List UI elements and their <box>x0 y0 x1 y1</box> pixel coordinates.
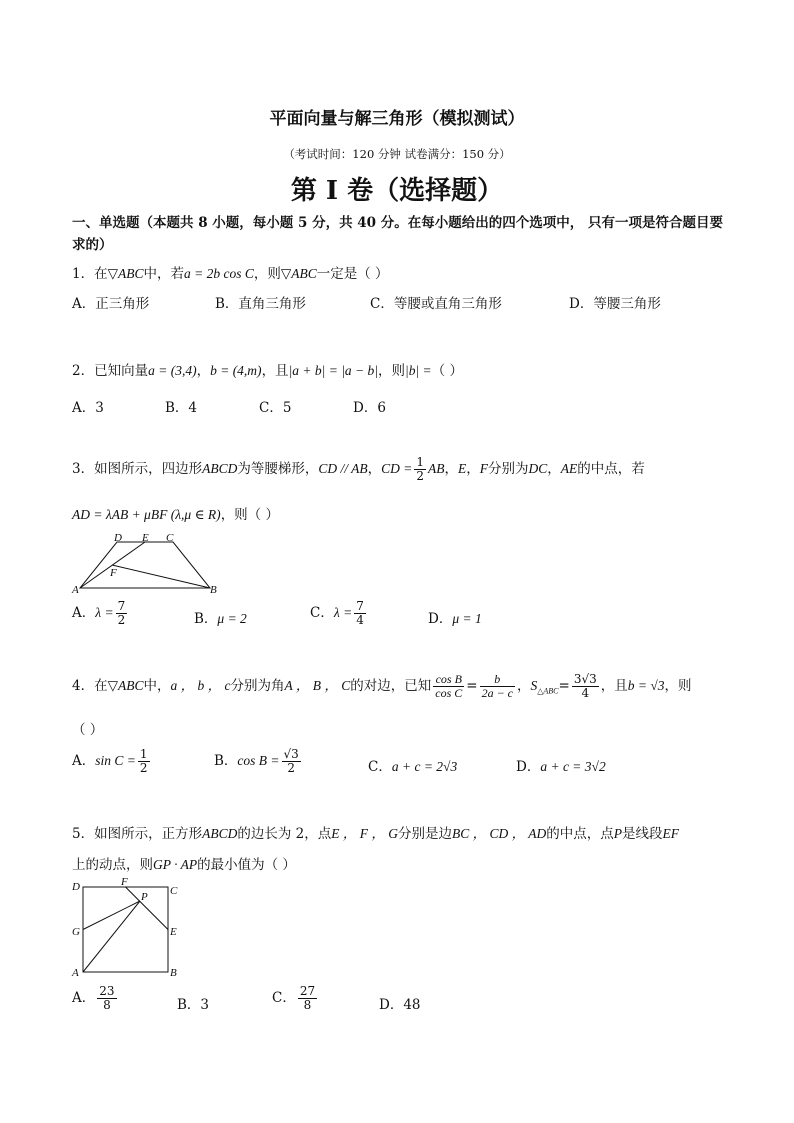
denominator: cos C <box>435 686 463 700</box>
option-label: B． <box>194 611 218 627</box>
q4-area-subscript: △ABC <box>537 686 559 696</box>
q3-option-b[interactable] <box>194 607 247 627</box>
q3-text: 分别为 <box>488 461 529 477</box>
option-label: D． <box>379 997 404 1013</box>
option-label: D． <box>516 759 541 775</box>
q1-option-a[interactable] <box>72 292 149 312</box>
q1-text: 中，若 <box>143 266 184 282</box>
q4-angles: A ， B ， C <box>284 678 351 693</box>
page-title: 平面向量与解三角形（模拟测试） <box>269 109 525 129</box>
option-label: D． <box>353 400 378 416</box>
numerator: 7 <box>356 599 364 613</box>
q3-text: ， <box>367 461 382 477</box>
q4-text: 分别为角 <box>230 678 285 694</box>
option-text: 正三角形 <box>95 296 150 312</box>
q5-option-d[interactable] <box>379 993 421 1013</box>
option-label: C． <box>370 296 394 312</box>
numerator: cos B <box>433 673 464 687</box>
question-1-stem <box>72 262 389 282</box>
q2-ask: |b| = <box>405 363 432 378</box>
q4-text: 的对边，已知 <box>350 678 432 694</box>
option-fraction <box>282 748 301 775</box>
q2-condition: |a + b| = |a − b| <box>288 363 378 378</box>
q4-option-a[interactable] <box>72 748 152 775</box>
option-label: B． <box>177 997 201 1013</box>
option-label: B． <box>215 296 239 312</box>
q3-text: ， <box>444 461 458 477</box>
numerator: b <box>480 673 515 687</box>
q4-fraction-b <box>480 673 515 700</box>
label-a: A <box>72 584 79 594</box>
q5-square: ABCD <box>202 826 238 841</box>
numerator: 23 <box>99 984 115 998</box>
q2-option-a[interactable] <box>72 396 104 416</box>
option-fraction <box>97 985 116 1012</box>
label-d: D <box>114 532 122 544</box>
q5-text: 5．如图所示，正方形 <box>72 826 203 842</box>
question-3-stem-line2 <box>72 503 279 523</box>
option-expr: μ = 2 <box>217 611 247 626</box>
q1-option-d[interactable] <box>569 292 661 312</box>
label-c: C <box>166 532 174 544</box>
q5-option-a[interactable] <box>72 985 119 1012</box>
q2-vector-a: a = (3,4) <box>148 363 197 378</box>
option-label: B． <box>165 400 189 416</box>
trapezoid-outline <box>80 542 210 588</box>
numerator: 7 <box>117 599 126 613</box>
option-text: 等腰三角形 <box>593 296 661 312</box>
question-5-stem-line1 <box>72 822 679 842</box>
q4-text: 4．在 <box>72 678 108 694</box>
option-fraction <box>116 600 128 627</box>
option-fraction <box>354 600 366 627</box>
q5-text: 的中点，点 <box>546 826 614 842</box>
q3-cd-rhs: AB <box>428 461 445 476</box>
q3-point-f: F <box>479 461 488 476</box>
q2-option-b[interactable] <box>165 396 197 416</box>
option-label: B． <box>214 753 238 769</box>
question-2-stem <box>72 359 463 379</box>
q1-option-c[interactable] <box>370 292 502 312</box>
numerator: √3 <box>283 747 299 761</box>
segment-bf <box>112 565 210 588</box>
q1-triangle: ▽ABC <box>107 266 144 281</box>
q5-points: E ， F ， G <box>331 826 398 841</box>
option-label: A． <box>72 296 96 312</box>
option-expr: λ = <box>333 605 353 620</box>
label-e: E <box>142 532 149 544</box>
denominator: 2 <box>139 761 148 775</box>
q3-option-c[interactable] <box>310 600 368 627</box>
q4-option-d[interactable] <box>516 755 606 775</box>
q3-text: ， <box>466 461 480 477</box>
denominator: 8 <box>303 998 312 1012</box>
q3-quad: ABCD <box>202 461 238 476</box>
q3-point-e: E <box>458 461 467 476</box>
option-label: C． <box>368 759 392 775</box>
q2-text: ， <box>196 363 211 379</box>
q3-text: 为等腰梯形， <box>237 461 319 477</box>
label-b: B <box>170 967 177 979</box>
q4-fraction-area <box>572 673 599 700</box>
q4-text: ，且 <box>600 678 628 694</box>
q5-option-c[interactable] <box>272 985 319 1012</box>
equals-sign: = <box>558 678 570 694</box>
q3-option-d[interactable] <box>428 607 482 627</box>
q5-sides: BC ， CD ， AD <box>451 826 547 841</box>
label-g: G <box>72 926 80 938</box>
q3-text: 3．如图所示，四边形 <box>72 461 203 477</box>
option-label: D． <box>569 296 594 312</box>
q4-sides: a ， b ， c <box>170 678 231 693</box>
q3-fraction-half <box>414 456 426 483</box>
label-d: D <box>72 881 80 893</box>
q1-triangle: ▽ABC <box>280 266 317 281</box>
option-text: 48 <box>403 997 421 1013</box>
denominator: 8 <box>103 998 111 1012</box>
numerator: 3√3 <box>573 672 597 686</box>
option-label: A． <box>72 990 96 1006</box>
option-label: C． <box>259 400 283 416</box>
numerator: 27 <box>299 984 316 998</box>
q5-text: 是线段 <box>622 826 663 842</box>
q4-triangle: ▽ABC <box>107 678 144 693</box>
option-expr: a + c = 3√2 <box>540 759 606 774</box>
segment-ap <box>83 901 140 972</box>
option-text: 5 <box>282 400 292 416</box>
q5-dot-product: GP · AP <box>153 857 198 872</box>
q4-option-b[interactable] <box>214 748 303 775</box>
option-label: D． <box>428 611 453 627</box>
section-instructions: 一、单选题（本题共 8 小题，每小题 5 分，共 40 分。在每小题给出的四个选项中， 只有一项是符合题目要求的） <box>72 215 723 253</box>
denominator: 2 <box>117 613 126 627</box>
q2-text: （ ） <box>431 363 463 379</box>
q3-seg-ae: AE <box>560 461 578 476</box>
q5-text: 的最小值为（ ） <box>197 857 296 873</box>
label-b: B <box>210 584 217 594</box>
option-label: A． <box>72 400 96 416</box>
option-text: 3 <box>95 400 104 416</box>
q3-option-a[interactable] <box>72 600 129 627</box>
q5-text: 分别是边 <box>397 826 452 842</box>
q3-text: ，则（ ） <box>220 507 279 523</box>
q1-text: 1．在 <box>72 266 108 282</box>
option-label: A． <box>72 605 96 621</box>
question-3-stem-line1 <box>72 456 645 483</box>
denominator: 2 <box>416 469 424 483</box>
q2-option-c[interactable] <box>259 396 291 416</box>
q1-option-b[interactable] <box>215 292 306 312</box>
q5-point-p: P <box>613 826 622 841</box>
label-f: F <box>110 567 117 579</box>
denominator: 4 <box>356 613 364 627</box>
option-text: 3 <box>200 997 210 1013</box>
q5-square-figure <box>68 876 188 982</box>
q3-vector-equation: AD = λAB + μBF (λ,μ ∈ R) <box>72 507 221 522</box>
volume-heading: 第 I 卷（选择题） <box>290 176 504 206</box>
option-expr: a + c = 2√3 <box>391 759 458 774</box>
q4-fraction-cos <box>433 673 464 700</box>
option-expr: cos B = <box>237 753 280 768</box>
q3-seg-dc: DC <box>528 461 548 476</box>
option-label: C． <box>272 990 296 1006</box>
q2-vector-b: b = (4,m) <box>210 363 262 378</box>
option-expr: μ = 1 <box>452 611 482 626</box>
q1-text: 一定是（ ） <box>316 266 389 282</box>
equals-sign: = <box>466 678 478 694</box>
label-c: C <box>170 885 178 897</box>
question-5-stem-line2 <box>72 853 296 873</box>
denominator: 2a − c <box>481 686 513 700</box>
q4-text: 中， <box>143 678 171 694</box>
q2-option-d[interactable] <box>353 396 386 416</box>
q4-option-c[interactable] <box>368 755 457 775</box>
option-text: 4 <box>188 400 198 416</box>
option-expr: sin C = <box>95 753 136 768</box>
option-text: 直角三角形 <box>238 296 306 312</box>
option-expr: λ = <box>95 605 114 620</box>
q3-text: ， <box>547 461 561 477</box>
option-label: C． <box>310 605 334 621</box>
q4-text: ，则 <box>664 678 692 694</box>
q4-area-symbol: S <box>530 678 538 693</box>
q5-option-b[interactable] <box>177 993 209 1013</box>
exam-info: （考试时间：120 分钟 试卷满分：150 分） <box>283 147 511 161</box>
option-fraction <box>298 985 317 1012</box>
q3-cd-lhs: CD = <box>381 461 413 476</box>
q5-text: 的边长为 2，点 <box>237 826 332 842</box>
numerator: 1 <box>139 747 148 761</box>
q1-text: ，则 <box>253 266 281 282</box>
option-label: A． <box>72 753 96 769</box>
label-f: F <box>121 876 128 888</box>
q4-b-value: b = √3 <box>627 678 665 693</box>
square-outline <box>83 887 168 972</box>
denominator: 2 <box>287 761 295 775</box>
denominator: 4 <box>581 686 590 700</box>
q3-trapezoid-figure <box>70 532 220 594</box>
label-a: A <box>72 967 79 979</box>
q5-segment-ef: EF <box>662 826 679 841</box>
q2-text: ，则 <box>378 363 405 379</box>
q2-text: 2．已知向量 <box>72 363 149 379</box>
question-4-stem <box>72 673 692 700</box>
q3-text: 的中点，若 <box>577 461 645 477</box>
q2-text: ，且 <box>261 363 289 379</box>
option-text: 等腰或直角三角形 <box>393 296 502 312</box>
option-text: 6 <box>377 400 386 416</box>
label-e: E <box>170 926 177 938</box>
q3-parallel: CD // AB <box>318 461 368 476</box>
numerator: 1 <box>416 455 424 469</box>
label-p: P <box>141 891 148 903</box>
option-fraction <box>138 748 150 775</box>
q4-text: ， <box>517 678 531 694</box>
segment-gp <box>83 901 140 930</box>
question-4-paren: （ ） <box>72 722 104 738</box>
q1-condition: a = 2b cos C <box>183 266 254 281</box>
q5-text: 上的动点，则 <box>72 857 153 873</box>
